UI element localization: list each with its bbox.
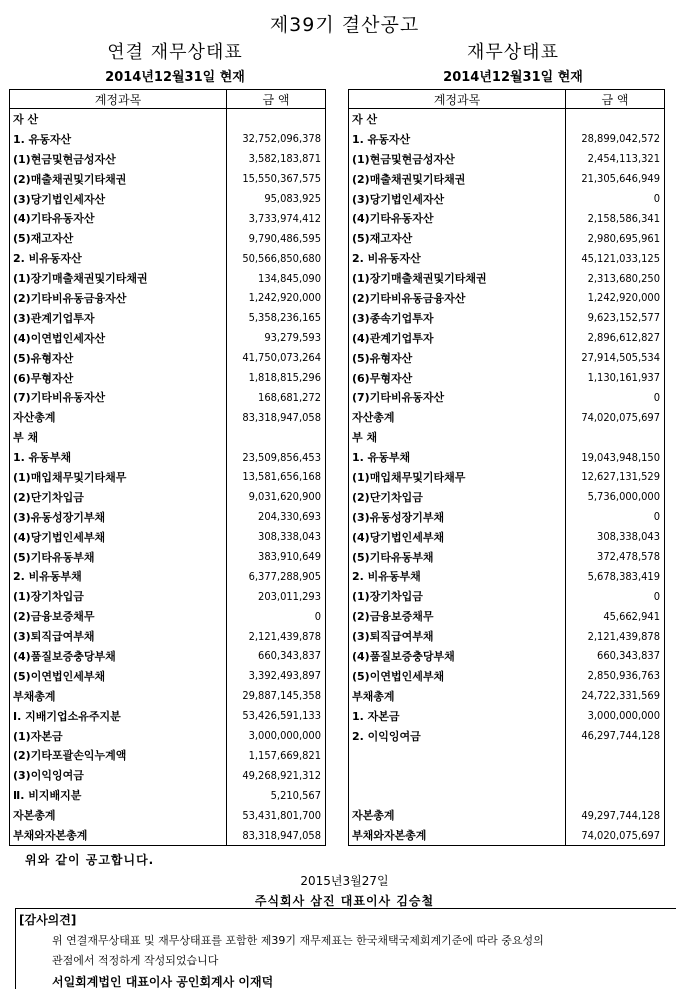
account-name: (5)이연법인세부채 (10, 666, 227, 686)
table-row (349, 387, 665, 407)
amount-value: 308,338,043 (258, 530, 321, 544)
table-row (10, 348, 326, 368)
account-name: (1)장기차입금 (10, 586, 227, 606)
amount-value: 5,736,000,000 (587, 490, 660, 504)
table-row (349, 368, 665, 388)
audit-line-1: 위 연결재무상태표 및 재무상태표를 포함한 제39기 재무제표는 한국채택국제회계기준에 따라 중요성의 (52, 934, 544, 947)
table-row (349, 288, 665, 308)
amount-value: 134,845,090 (258, 271, 321, 285)
amount-value (566, 109, 665, 129)
amount-value: 0 (653, 510, 660, 524)
table-row (349, 169, 665, 189)
table-row (10, 765, 326, 785)
account-name (349, 746, 566, 766)
table-row (10, 527, 326, 547)
amount-value: 13,581,656,168 (242, 470, 321, 484)
table-row (349, 228, 665, 248)
account-name: (4)기타유동자산 (349, 208, 566, 228)
account-name: (3)퇴직급여부채 (349, 626, 566, 646)
account-name: 1. 자본금 (349, 706, 566, 726)
table-row (10, 825, 326, 845)
amount-value: 3,733,974,412 (248, 211, 321, 225)
table-row (349, 248, 665, 268)
table-row (349, 706, 665, 726)
amount-value: 5,678,383,419 (587, 569, 660, 583)
table-row (349, 507, 665, 527)
account-name: (4)당기법인세부채 (10, 527, 227, 547)
account-name: 자산총계 (349, 407, 566, 427)
amount-value: 32,752,096,378 (242, 132, 321, 146)
account-name: 2. 비유동자산 (10, 248, 227, 268)
table-row (349, 308, 665, 328)
consolidated-balance-sheet-table (9, 89, 326, 846)
table-row (10, 566, 326, 586)
account-name: (2)금융보증채무 (349, 606, 566, 626)
table-row (349, 447, 665, 467)
table-row (349, 805, 665, 825)
account-name: (1)장기차입금 (349, 586, 566, 606)
amount-value: 0 (653, 192, 660, 205)
amount-value: 0 (653, 589, 660, 603)
table-row (349, 765, 665, 785)
separate-statement-title: 재무상태표 (467, 42, 559, 63)
column-header-amount: 금 액 (566, 90, 665, 109)
table-row (349, 825, 665, 845)
table-row (10, 109, 326, 129)
account-name: (1)자본금 (10, 726, 227, 746)
table-row (10, 805, 326, 825)
account-name: 1. 유동부채 (349, 447, 566, 467)
account-name: (3)유동성장기부채 (349, 507, 566, 527)
amount-value: 29,887,145,358 (242, 689, 321, 703)
table-row (10, 189, 326, 209)
table-row (10, 785, 326, 805)
account-name: 자본총계 (349, 805, 566, 825)
table-row (10, 407, 326, 427)
account-name: (4)당기법인세부채 (349, 527, 566, 547)
amount-value: 93,279,593 (264, 331, 321, 345)
account-name: 자본총계 (10, 805, 227, 825)
account-name: 부 채 (349, 427, 566, 447)
account-name: (3)유동성장기부채 (10, 507, 227, 527)
account-name: (3)종속기업투자 (349, 308, 566, 328)
audit-opinion-box (15, 908, 676, 989)
table-row (349, 149, 665, 169)
table-row (10, 547, 326, 567)
table-row (349, 726, 665, 746)
table-row (349, 527, 665, 547)
table-row (10, 288, 326, 308)
consolidated-statement-title: 연결 재무상태표 (107, 42, 243, 63)
amount-value: 1,242,920,000 (248, 291, 321, 305)
table-row (349, 746, 665, 766)
account-name: (3)당기법인세자산 (349, 189, 566, 209)
table-row (10, 169, 326, 189)
account-name: (4)품질보증충당부채 (10, 646, 227, 666)
account-name: 1. 유동자산 (10, 129, 227, 149)
account-name: (7)기타비유동자산 (349, 387, 566, 407)
amount-value (566, 785, 665, 805)
account-name: 1. 유동자산 (349, 129, 566, 149)
table-row (349, 646, 665, 666)
amount-value: 0 (314, 609, 321, 623)
account-name: (5)재고자산 (349, 228, 566, 248)
account-name: 부채총계 (10, 686, 227, 706)
account-name: (2)단기차입금 (349, 487, 566, 507)
amount-value: 15,550,367,575 (242, 172, 321, 186)
amount-value: 9,790,486,595 (248, 231, 321, 245)
table-row (10, 626, 326, 646)
column-header-account: 계정과목 (349, 90, 566, 109)
table-row (10, 368, 326, 388)
account-name: (4)품질보증충당부채 (349, 646, 566, 666)
account-name: 부채와자본총계 (10, 825, 227, 845)
table-row (10, 248, 326, 268)
amount-value: 41,750,073,264 (242, 351, 321, 365)
amount-value: 83,318,947,058 (242, 410, 321, 424)
amount-value: 2,454,113,321 (587, 152, 660, 166)
table-row (349, 208, 665, 228)
table-row (349, 586, 665, 606)
amount-value: 50,566,850,680 (242, 251, 321, 265)
account-name: 자산총계 (10, 407, 227, 427)
auditor-signature: 서일회계법인 대표이사 공인회계사 이재덕 (52, 975, 274, 989)
column-header-amount: 금 액 (227, 90, 326, 109)
amount-value (566, 765, 665, 785)
column-header-account: 계정과목 (10, 90, 227, 109)
account-name: 2. 비유동부채 (10, 566, 227, 586)
account-name: (1)매입채무및기타채무 (10, 467, 227, 487)
account-name: (1)현금및현금성자산 (349, 149, 566, 169)
amount-value: 12,627,131,529 (581, 470, 660, 484)
table-row (10, 467, 326, 487)
amount-value: 1,157,669,821 (248, 748, 321, 762)
table-row (349, 407, 665, 427)
account-name: (3)이익잉여금 (10, 765, 227, 785)
table-row (10, 427, 326, 447)
table-row (10, 686, 326, 706)
amount-value: 372,478,578 (597, 550, 660, 564)
amount-value: 308,338,043 (597, 530, 660, 544)
table-row (10, 487, 326, 507)
amount-value: 2,850,936,763 (587, 669, 660, 683)
amount-value: 95,083,925 (264, 192, 321, 205)
amount-value: 27,914,505,534 (581, 351, 660, 365)
account-name: (2)매출채권및기타채권 (10, 169, 227, 189)
page-title: 제39기 결산공고 (269, 14, 420, 36)
account-name: (1)장기매출채권및기타채권 (349, 268, 566, 288)
amount-value: 3,000,000,000 (587, 709, 660, 723)
account-name: (5)기타유동부채 (10, 547, 227, 567)
amount-value: 2,121,439,878 (248, 629, 321, 643)
table-row (349, 487, 665, 507)
amount-value: 660,343,837 (258, 649, 321, 663)
account-name: (3)관계기업투자 (10, 308, 227, 328)
table-row (349, 626, 665, 646)
consolidated-statement-date: 2014년12월31일 현재 (105, 70, 245, 85)
amount-value: 83,318,947,058 (242, 828, 321, 842)
amount-value: 5,210,567 (270, 788, 321, 802)
amount-value: 49,268,921,312 (242, 768, 321, 782)
amount-value: 74,020,075,697 (581, 828, 660, 842)
account-name: 1. 유동부채 (10, 447, 227, 467)
account-name: (4)관계기업투자 (349, 328, 566, 348)
account-name: (2)기타비유동금융자산 (10, 288, 227, 308)
amount-value: 45,121,033,125 (581, 251, 660, 265)
table-row (349, 547, 665, 567)
amount-value: 49,297,744,128 (581, 808, 660, 822)
account-name: (1)장기매출채권및기타채권 (10, 268, 227, 288)
table-row (10, 129, 326, 149)
table-row (10, 746, 326, 766)
amount-value: 5,358,236,165 (248, 311, 321, 325)
account-name (349, 765, 566, 785)
notice-text: 위와 같이 공고합니다. (25, 853, 155, 867)
table-row (349, 189, 665, 209)
account-name: (4)기타유동자산 (10, 208, 227, 228)
amount-value: 23,509,856,453 (242, 450, 321, 464)
amount-value: 6,377,288,905 (248, 569, 321, 583)
amount-value: 1,818,815,296 (248, 371, 321, 385)
account-name: (5)재고자산 (10, 228, 227, 248)
amount-value (566, 746, 665, 766)
table-row (349, 328, 665, 348)
amount-value: 3,392,493,897 (248, 669, 321, 683)
account-name: (6)무형자산 (349, 368, 566, 388)
table-row (349, 129, 665, 149)
amount-value (566, 427, 665, 447)
table-row (10, 208, 326, 228)
account-name: Ⅰ. 지배기업소유주지분 (10, 706, 227, 726)
separate-balance-sheet-table (348, 89, 665, 846)
table-row (10, 149, 326, 169)
account-name: (2)매출채권및기타채권 (349, 169, 566, 189)
account-name: (4)이연법인세자산 (10, 328, 227, 348)
audit-heading: [감사의견] (19, 913, 77, 927)
account-name: (2)기타포괄손익누계액 (10, 746, 227, 766)
amount-value (227, 109, 326, 129)
amount-value: 46,297,744,128 (581, 729, 660, 743)
table-row (10, 646, 326, 666)
account-name: (3)퇴직급여부채 (10, 626, 227, 646)
amount-value: 660,343,837 (597, 649, 660, 663)
separate-statement-date: 2014년12월31일 현재 (443, 70, 583, 85)
amount-value: 45,662,941 (603, 609, 660, 623)
amount-value: 0 (653, 390, 660, 404)
table-row (10, 606, 326, 626)
table-row (349, 606, 665, 626)
table-row (10, 268, 326, 288)
table-row (349, 348, 665, 368)
amount-value: 21,305,646,949 (581, 172, 660, 186)
table-row (10, 507, 326, 527)
account-name: (1)현금및현금성자산 (10, 149, 227, 169)
account-name: (2)단기차입금 (10, 487, 227, 507)
amount-value: 2,896,612,827 (587, 331, 660, 345)
table-row (10, 308, 326, 328)
account-name: (6)무형자산 (10, 368, 227, 388)
table-row (10, 706, 326, 726)
amount-value: 383,910,649 (258, 550, 321, 564)
account-name: (3)당기법인세자산 (10, 189, 227, 209)
amount-value: 203,011,293 (258, 589, 321, 603)
amount-value: 53,431,801,700 (242, 808, 321, 822)
audit-opinion-text (52, 931, 652, 971)
account-name: 2. 비유동부채 (349, 566, 566, 586)
amount-value: 3,582,183,871 (248, 152, 321, 166)
amount-value: 53,426,591,133 (242, 709, 321, 723)
account-name: 자 산 (349, 109, 566, 129)
amount-value: 1,242,920,000 (587, 291, 660, 305)
audit-line-2: 관점에서 적정하게 작성되었습니다 (52, 954, 219, 967)
amount-value: 168,681,272 (258, 390, 321, 404)
amount-value: 9,031,620,900 (248, 490, 321, 504)
amount-value: 204,330,693 (258, 510, 321, 524)
table-row (10, 666, 326, 686)
amount-value (227, 427, 326, 447)
amount-value: 1,130,161,937 (587, 371, 660, 385)
account-name: (1)매입채무및기타채무 (349, 467, 566, 487)
account-name: (2)기타비유동금융자산 (349, 288, 566, 308)
account-name: 부채와자본총계 (349, 825, 566, 845)
account-name: (5)유형자산 (349, 348, 566, 368)
table-row (349, 268, 665, 288)
account-name: 2. 비유동자산 (349, 248, 566, 268)
amount-value: 2,313,680,250 (587, 271, 660, 285)
publication-date: 2015년3월27일 (300, 874, 389, 888)
account-name: 2. 이익잉여금 (349, 726, 566, 746)
table-row (10, 387, 326, 407)
amount-value: 3,000,000,000 (248, 729, 321, 743)
account-name: (2)금융보증채무 (10, 606, 227, 626)
account-name: (7)기타비유동자산 (10, 387, 227, 407)
table-row (349, 666, 665, 686)
account-name: 부 채 (10, 427, 227, 447)
table-row (349, 467, 665, 487)
account-name: (5)이연법인세부채 (349, 666, 566, 686)
amount-value: 28,899,042,572 (581, 132, 660, 146)
table-row (349, 566, 665, 586)
table-row (10, 328, 326, 348)
amount-value: 2,121,439,878 (587, 629, 660, 643)
company-signature: 주식회사 삼진 대표이사 김승철 (254, 894, 435, 908)
table-row (10, 726, 326, 746)
amount-value: 9,623,152,577 (587, 311, 660, 325)
account-name: 자 산 (10, 109, 227, 129)
table-row (10, 447, 326, 467)
account-name: (5)기타유동부채 (349, 547, 566, 567)
amount-value: 74,020,075,697 (581, 410, 660, 424)
table-row (10, 228, 326, 248)
account-name: Ⅱ. 비지배지분 (10, 785, 227, 805)
amount-value: 19,043,948,150 (581, 450, 660, 464)
table-row (349, 109, 665, 129)
account-name: (5)유형자산 (10, 348, 227, 368)
table-row (349, 686, 665, 706)
amount-value: 2,158,586,341 (587, 211, 660, 225)
table-row (349, 427, 665, 447)
amount-value: 24,722,331,569 (581, 689, 660, 703)
account-name (349, 785, 566, 805)
account-name: 부채총계 (349, 686, 566, 706)
amount-value: 2,980,695,961 (587, 231, 660, 245)
table-row (10, 586, 326, 606)
table-row (349, 785, 665, 805)
